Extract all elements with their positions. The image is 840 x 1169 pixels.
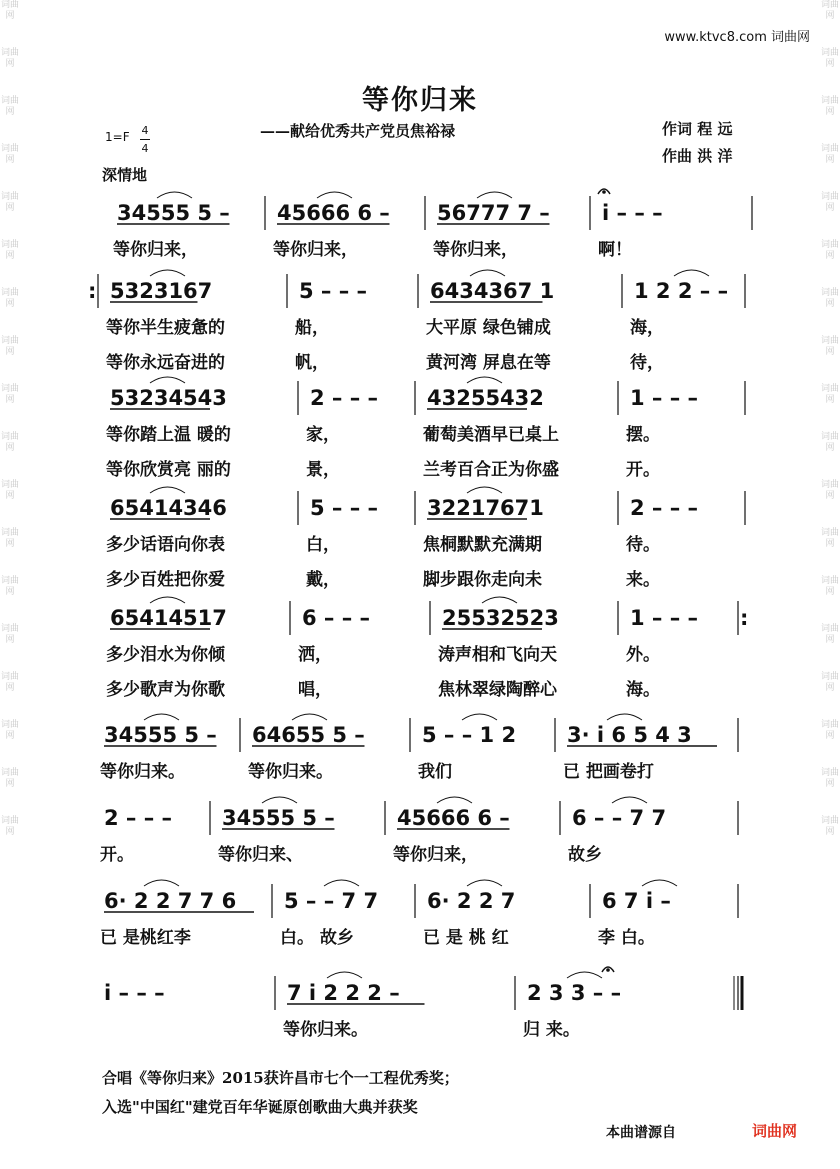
lyric-line-2: 景， bbox=[306, 460, 340, 480]
slur bbox=[467, 880, 502, 886]
measure-notes: 43255432 bbox=[427, 386, 544, 410]
fermata-dot bbox=[606, 968, 610, 972]
award-note-2: 入选"中国红"建党百年华诞原创歌曲大典并获奖 bbox=[102, 1098, 418, 1116]
measure-notes: 64655 5 – bbox=[252, 723, 365, 747]
measure-notes: 45666 6 – bbox=[277, 201, 390, 225]
lyric-line-2: 黄河湾 屏息在等 bbox=[426, 353, 551, 373]
slur bbox=[674, 270, 709, 276]
fermata-dot bbox=[602, 190, 606, 194]
lyric-line-1: 开。 bbox=[100, 845, 134, 865]
source-label: 本曲谱源自 bbox=[606, 1125, 676, 1141]
measure-notes: i – – – bbox=[602, 201, 663, 225]
slur bbox=[144, 880, 179, 886]
lyric-line-1: 等你踏上温 暖的 bbox=[106, 425, 231, 445]
site-url: www.ktvc8.com 词曲网 bbox=[664, 30, 810, 45]
lyric-line-1: 等你半生疲惫的 bbox=[106, 318, 225, 338]
lyric-line-1: 已 是桃红李 bbox=[100, 928, 191, 948]
slur bbox=[150, 270, 185, 276]
time-signature-bottom: 4 bbox=[141, 142, 149, 155]
lyric-line-1: 等你归来。 bbox=[100, 762, 185, 782]
slur bbox=[462, 714, 497, 720]
slur bbox=[470, 270, 505, 276]
measure-notes: 5 – – – bbox=[299, 279, 368, 303]
composer-credit: 作曲 洪 洋 bbox=[662, 147, 733, 165]
lyric-line-2: 多少歌声为你歌 bbox=[106, 680, 225, 700]
lyric-line-2: 戴， bbox=[306, 570, 340, 590]
slur bbox=[612, 797, 647, 803]
song-title: 等你归来 bbox=[362, 85, 478, 116]
measure-notes: 3· i 6 5 4 3 bbox=[567, 723, 692, 747]
lyric-line-2: 脚步跟你走向未 bbox=[423, 570, 542, 590]
measure-notes: 34555 5 – bbox=[117, 201, 230, 225]
measure-notes: 5 – – 1 2 bbox=[422, 723, 517, 747]
measure-notes: 6434367 1 bbox=[430, 279, 555, 303]
slur bbox=[482, 597, 517, 603]
lyric-line-1: 焦桐默默充满期 bbox=[423, 535, 542, 555]
lyric-line-2: 海。 bbox=[626, 680, 660, 700]
slur bbox=[467, 487, 502, 493]
slur bbox=[144, 714, 179, 720]
lyric-line-1: 啊！ bbox=[598, 240, 632, 260]
measure-notes: 6 – – – bbox=[302, 606, 371, 630]
lyric-line-2: 来。 bbox=[626, 570, 660, 590]
lyric-line-2: 帆， bbox=[295, 353, 329, 373]
measure-notes: 5 – – 7 7 bbox=[284, 889, 379, 913]
measure-notes: 45666 6 – bbox=[397, 806, 510, 830]
slur bbox=[327, 972, 362, 978]
repeat-end-sign: : bbox=[740, 606, 749, 630]
lyric-line-1: 摆。 bbox=[626, 425, 660, 445]
lyric-line-1: 等你归来。 bbox=[248, 762, 333, 782]
measure-notes: 34555 5 – bbox=[104, 723, 217, 747]
lyric-line-1: 等你归来， bbox=[433, 240, 518, 260]
slur bbox=[567, 972, 602, 978]
measure-notes: 25532523 bbox=[442, 606, 559, 630]
lyric-line-1: 葡萄美酒早已桌上 bbox=[423, 425, 559, 445]
measure-notes: i – – – bbox=[104, 981, 165, 1005]
measure-notes: 5 – – – bbox=[310, 496, 379, 520]
lyric-line-1: 我们 bbox=[418, 762, 452, 782]
lyric-line-1: 等你归来， bbox=[393, 845, 478, 865]
lyric-line-1: 多少泪水为你倾 bbox=[106, 645, 225, 665]
lyric-line-2: 多少百姓把你爱 bbox=[106, 570, 225, 590]
slur bbox=[324, 880, 359, 886]
watermark-column-right: 词曲网 词曲网 词曲网 词曲网 词曲网 词曲网 词曲网 词曲网 词曲网 词曲网 词曲网 词曲网 词曲网 词曲网 词曲网 词曲网 词曲网 词曲网 bbox=[820, 0, 839, 837]
measure-notes: 6· 2 2 7 7 6 bbox=[104, 889, 237, 913]
measure-notes: 6 – – 7 7 bbox=[572, 806, 667, 830]
lyric-line-1: 洒， bbox=[298, 645, 332, 665]
lyric-line-1: 大平原 绿色铺成 bbox=[426, 318, 551, 338]
slur bbox=[262, 797, 297, 803]
lyric-line-2: 等你永远奋进的 bbox=[106, 353, 225, 373]
slur bbox=[467, 377, 502, 383]
lyric-line-1: 海， bbox=[630, 318, 664, 338]
lyric-line-1: 多少话语向你表 bbox=[106, 535, 225, 555]
lyric-line-1: 船， bbox=[295, 318, 329, 338]
slur bbox=[150, 377, 185, 383]
lyric-line-1: 归 来。 bbox=[523, 1020, 580, 1040]
lyric-line-1: 等你归来， bbox=[273, 240, 358, 260]
key-signature: 1=F bbox=[105, 130, 130, 144]
lyric-line-2: 待， bbox=[630, 353, 664, 373]
time-signature-top: 4 bbox=[140, 122, 150, 140]
lyric-line-1: 故乡 bbox=[568, 845, 602, 865]
slur bbox=[150, 487, 185, 493]
measure-notes: 1 2 2 – – bbox=[634, 279, 729, 303]
measure-notes: 32217671 bbox=[427, 496, 544, 520]
measure-notes: 1 – – – bbox=[630, 606, 699, 630]
lyric-line-1: 涛声相和飞向天 bbox=[438, 645, 557, 665]
brand-logo-text: 词曲网 bbox=[752, 1122, 798, 1140]
lyric-line-2: 焦林翠绿陶醉心 bbox=[438, 680, 557, 700]
measure-notes: 53234543 bbox=[110, 386, 227, 410]
measure-notes: 65414517 bbox=[110, 606, 227, 630]
lyric-line-1: 李 白。 bbox=[598, 928, 655, 948]
slur bbox=[317, 192, 352, 198]
tempo-marking: 深情地 bbox=[102, 166, 148, 184]
lyric-line-1: 等你归来。 bbox=[283, 1020, 368, 1040]
measure-notes: 6 7 i – bbox=[602, 889, 671, 913]
measure-notes: 2 3 3 – – bbox=[527, 981, 622, 1005]
measure-notes: 34555 5 – bbox=[222, 806, 335, 830]
lyric-line-2: 等你欣赏亮 丽的 bbox=[106, 460, 231, 480]
lyric-line-1: 待。 bbox=[626, 535, 660, 555]
slur bbox=[437, 797, 472, 803]
measure-notes: 1 – – – bbox=[630, 386, 699, 410]
lyric-line-2: 开。 bbox=[626, 460, 660, 480]
slur bbox=[642, 880, 677, 886]
repeat-start-sign: : bbox=[88, 279, 97, 303]
measure-notes: 2 – – – bbox=[630, 496, 699, 520]
measure-notes: 65414346 bbox=[110, 496, 227, 520]
lyric-line-1: 已 把画卷打 bbox=[563, 762, 654, 782]
measure-notes: 56777 7 – bbox=[437, 201, 550, 225]
watermark-column-left: 词曲网 词曲网 词曲网 词曲网 词曲网 词曲网 词曲网 词曲网 词曲网 词曲网 词曲网 词曲网 词曲网 词曲网 词曲网 词曲网 词曲网 词曲网 bbox=[0, 0, 19, 837]
measure-notes: 2 – – – bbox=[310, 386, 379, 410]
measure-notes: 5323167 bbox=[110, 279, 213, 303]
slur bbox=[150, 597, 185, 603]
slur bbox=[157, 192, 192, 198]
slur bbox=[607, 714, 642, 720]
lyric-line-1: 已 是 桃 红 bbox=[423, 928, 509, 948]
song-subtitle: ——献给优秀共产党员焦裕禄 bbox=[260, 122, 456, 140]
lyric-line-1: 外。 bbox=[626, 645, 660, 665]
lyric-line-1: 白。 故乡 bbox=[280, 928, 354, 948]
measure-notes: 2 – – – bbox=[104, 806, 173, 830]
measure-notes: 7 i 2 2 2 – bbox=[287, 981, 400, 1005]
measure-notes: 6· 2 2 7 bbox=[427, 889, 516, 913]
lyric-line-2: 兰考百合正为你盛 bbox=[423, 460, 559, 480]
lyricist-credit: 作词 程 远 bbox=[662, 120, 733, 138]
slur bbox=[477, 192, 512, 198]
lyric-line-1: 等你归来， bbox=[113, 240, 198, 260]
lyric-line-1: 等你归来、 bbox=[218, 845, 303, 865]
award-note-1: 合唱《等你归来》2015获许昌市七个一工程优秀奖； bbox=[102, 1069, 459, 1087]
lyric-line-1: 白， bbox=[306, 535, 340, 555]
slur bbox=[292, 714, 327, 720]
lyric-line-1: 家， bbox=[306, 425, 340, 445]
lyric-line-2: 唱， bbox=[298, 680, 332, 700]
